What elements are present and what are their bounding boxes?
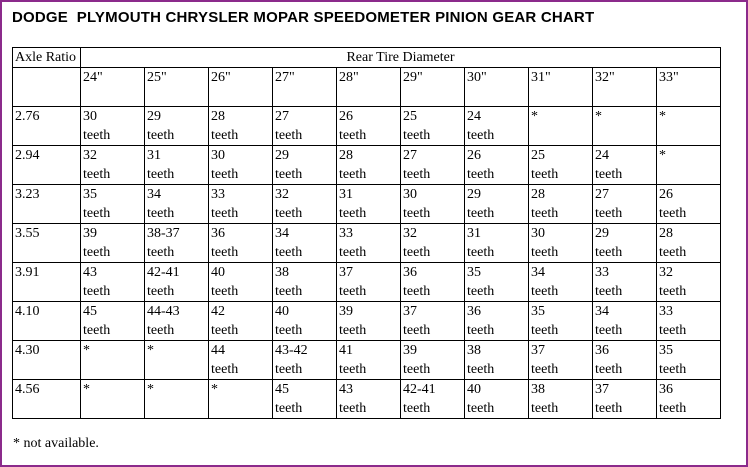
teeth-unit: teeth xyxy=(659,401,687,416)
teeth-unit: teeth xyxy=(467,323,495,338)
gear-teeth-cell xyxy=(81,380,145,419)
blank-corner-cell xyxy=(13,68,81,107)
teeth-count: 36 xyxy=(595,343,609,358)
teeth-unit: teeth xyxy=(595,284,623,299)
gear-teeth-cell xyxy=(145,341,209,380)
teeth-count: 40 xyxy=(211,265,225,280)
teeth-count: 29 xyxy=(595,226,609,241)
teeth-count: 27 xyxy=(595,187,609,202)
teeth-unit: teeth xyxy=(467,206,495,221)
table-row xyxy=(13,224,721,263)
teeth-count: 38 xyxy=(275,265,289,280)
teeth-count: 34 xyxy=(595,304,609,319)
teeth-count: 26 xyxy=(467,148,481,163)
teeth-count: 29 xyxy=(275,148,289,163)
teeth-count: * xyxy=(147,343,154,358)
gear-teeth-cell xyxy=(145,263,209,302)
gear-teeth-cell xyxy=(401,341,465,380)
teeth-count: 36 xyxy=(467,304,481,319)
gear-teeth-cell xyxy=(465,302,529,341)
gear-teeth-cell xyxy=(657,380,721,419)
teeth-unit: teeth xyxy=(211,245,239,260)
table-row xyxy=(13,107,721,146)
tire-size-header: 31" xyxy=(529,68,593,107)
teeth-unit: teeth xyxy=(275,323,303,338)
tire-size-header: 30" xyxy=(465,68,529,107)
gear-teeth-cell xyxy=(209,146,273,185)
gear-teeth-cell xyxy=(401,146,465,185)
teeth-count: 33 xyxy=(659,304,673,319)
teeth-unit: teeth xyxy=(403,284,431,299)
teeth-unit: teeth xyxy=(147,206,175,221)
teeth-count: 33 xyxy=(211,187,225,202)
teeth-unit: teeth xyxy=(659,206,687,221)
teeth-count: 35 xyxy=(659,343,673,358)
teeth-count: 26 xyxy=(339,109,353,124)
teeth-count: 34 xyxy=(275,226,289,241)
teeth-unit: teeth xyxy=(83,323,111,338)
teeth-unit: teeth xyxy=(275,284,303,299)
teeth-unit: teeth xyxy=(339,167,367,182)
teeth-unit: teeth xyxy=(467,128,495,143)
teeth-unit: teeth xyxy=(211,284,239,299)
gear-teeth-cell xyxy=(465,224,529,263)
teeth-count: 40 xyxy=(275,304,289,319)
teeth-count: 26 xyxy=(659,187,673,202)
teeth-count: 35 xyxy=(83,187,97,202)
teeth-unit: teeth xyxy=(147,245,175,260)
teeth-count: 36 xyxy=(403,265,417,280)
teeth-count: 31 xyxy=(339,187,353,202)
teeth-count: 37 xyxy=(531,343,545,358)
teeth-count: * xyxy=(147,382,154,397)
table-row xyxy=(13,341,721,380)
gear-teeth-cell xyxy=(145,185,209,224)
teeth-unit: teeth xyxy=(595,323,623,338)
teeth-count: 35 xyxy=(531,304,545,319)
teeth-count: 42 xyxy=(211,304,225,319)
gear-teeth-cell xyxy=(657,263,721,302)
teeth-count: 42-41 xyxy=(147,265,180,280)
teeth-count: 30 xyxy=(531,226,545,241)
teeth-unit: teeth xyxy=(83,206,111,221)
teeth-unit: teeth xyxy=(659,284,687,299)
teeth-count: 29 xyxy=(467,187,481,202)
gear-teeth-cell xyxy=(145,380,209,419)
teeth-unit: teeth xyxy=(403,206,431,221)
gear-teeth-cell xyxy=(81,263,145,302)
teeth-unit: teeth xyxy=(211,362,239,377)
teeth-unit: teeth xyxy=(339,362,367,377)
gear-teeth-cell xyxy=(593,302,657,341)
teeth-unit: teeth xyxy=(595,362,623,377)
tire-size-header: 26" xyxy=(209,68,273,107)
gear-teeth-cell xyxy=(145,146,209,185)
rear-tire-diameter-header: Rear Tire Diameter xyxy=(81,48,721,68)
teeth-count: 38 xyxy=(531,382,545,397)
tire-size-header: 28" xyxy=(337,68,401,107)
gear-teeth-cell xyxy=(529,185,593,224)
teeth-count: 45 xyxy=(275,382,289,397)
teeth-count: * xyxy=(659,109,666,124)
axle-ratio-cell: 2.76 xyxy=(13,107,81,146)
teeth-unit: teeth xyxy=(467,245,495,260)
gear-teeth-cell xyxy=(529,341,593,380)
teeth-count: 28 xyxy=(659,226,673,241)
gear-teeth-cell xyxy=(337,302,401,341)
table-row xyxy=(13,146,721,185)
teeth-unit: teeth xyxy=(211,323,239,338)
teeth-unit: teeth xyxy=(659,245,687,260)
teeth-count: * xyxy=(83,343,90,358)
teeth-count: 25 xyxy=(403,109,417,124)
table-row xyxy=(13,185,721,224)
teeth-count: 25 xyxy=(531,148,545,163)
gear-teeth-cell xyxy=(465,380,529,419)
teeth-count: * xyxy=(83,382,90,397)
gear-teeth-cell xyxy=(593,224,657,263)
teeth-count: 38-37 xyxy=(147,226,180,241)
teeth-count: 32 xyxy=(659,265,673,280)
teeth-unit: teeth xyxy=(403,323,431,338)
teeth-count: 31 xyxy=(147,148,161,163)
pinion-gear-table xyxy=(12,47,721,419)
tire-size-header: 32" xyxy=(593,68,657,107)
axle-ratio-cell: 2.94 xyxy=(13,146,81,185)
teeth-count: 36 xyxy=(659,382,673,397)
teeth-unit: teeth xyxy=(467,167,495,182)
teeth-count: 31 xyxy=(467,226,481,241)
tire-size-header: 33" xyxy=(657,68,721,107)
teeth-count: 40 xyxy=(467,382,481,397)
teeth-unit: teeth xyxy=(531,323,559,338)
teeth-unit: teeth xyxy=(595,245,623,260)
teeth-count: 42-41 xyxy=(403,382,436,397)
tire-size-header: 25" xyxy=(145,68,209,107)
teeth-count: 24 xyxy=(595,148,609,163)
gear-teeth-cell xyxy=(465,107,529,146)
teeth-count: * xyxy=(211,382,218,397)
teeth-unit: teeth xyxy=(659,362,687,377)
gear-teeth-cell xyxy=(593,263,657,302)
teeth-unit: teeth xyxy=(83,284,111,299)
axle-ratio-cell: 3.23 xyxy=(13,185,81,224)
gear-teeth-cell xyxy=(81,341,145,380)
teeth-count: 34 xyxy=(531,265,545,280)
teeth-count: 34 xyxy=(147,187,161,202)
teeth-count: 39 xyxy=(403,343,417,358)
teeth-unit: teeth xyxy=(275,362,303,377)
axle-ratio-cell: 3.55 xyxy=(13,224,81,263)
teeth-count: 38 xyxy=(467,343,481,358)
gear-teeth-cell xyxy=(657,185,721,224)
gear-teeth-cell xyxy=(81,146,145,185)
table-row xyxy=(13,302,721,341)
teeth-unit: teeth xyxy=(211,167,239,182)
teeth-count: 43 xyxy=(83,265,97,280)
teeth-count: 35 xyxy=(467,265,481,280)
teeth-count: 28 xyxy=(211,109,225,124)
teeth-unit: teeth xyxy=(467,401,495,416)
gear-teeth-cell xyxy=(145,107,209,146)
axle-ratio-cell: 3.91 xyxy=(13,263,81,302)
gear-teeth-cell xyxy=(529,380,593,419)
gear-teeth-cell xyxy=(273,341,337,380)
gear-teeth-cell xyxy=(337,380,401,419)
teeth-unit: teeth xyxy=(275,245,303,260)
gear-teeth-cell xyxy=(145,224,209,263)
tire-size-row xyxy=(13,68,721,107)
teeth-count: 30 xyxy=(211,148,225,163)
teeth-count: 24 xyxy=(467,109,481,124)
teeth-unit: teeth xyxy=(339,206,367,221)
gear-teeth-cell xyxy=(209,224,273,263)
gear-teeth-cell xyxy=(401,224,465,263)
teeth-unit: teeth xyxy=(211,206,239,221)
teeth-count: 37 xyxy=(595,382,609,397)
table-row xyxy=(13,380,721,419)
teeth-unit: teeth xyxy=(531,401,559,416)
teeth-unit: teeth xyxy=(147,323,175,338)
gear-teeth-cell xyxy=(209,302,273,341)
teeth-unit: teeth xyxy=(339,284,367,299)
gear-teeth-cell xyxy=(657,146,721,185)
teeth-count: 32 xyxy=(403,226,417,241)
teeth-count: 41 xyxy=(339,343,353,358)
teeth-count: 27 xyxy=(403,148,417,163)
gear-teeth-cell xyxy=(337,185,401,224)
gear-teeth-cell xyxy=(465,263,529,302)
gear-teeth-cell xyxy=(209,107,273,146)
teeth-unit: teeth xyxy=(147,128,175,143)
footnote: * not available. xyxy=(13,436,99,451)
gear-teeth-cell xyxy=(273,380,337,419)
teeth-count: 44 xyxy=(211,343,225,358)
teeth-unit: teeth xyxy=(339,323,367,338)
teeth-unit: teeth xyxy=(403,167,431,182)
axle-ratio-cell: 4.30 xyxy=(13,341,81,380)
axle-ratio-cell: 4.10 xyxy=(13,302,81,341)
teeth-unit: teeth xyxy=(531,284,559,299)
teeth-count: 29 xyxy=(147,109,161,124)
gear-teeth-cell xyxy=(273,107,337,146)
gear-teeth-cell xyxy=(337,224,401,263)
teeth-count: 28 xyxy=(531,187,545,202)
teeth-unit: teeth xyxy=(275,167,303,182)
gear-teeth-cell xyxy=(273,263,337,302)
gear-teeth-cell xyxy=(401,380,465,419)
teeth-count: 37 xyxy=(339,265,353,280)
gear-teeth-cell xyxy=(209,263,273,302)
gear-teeth-cell xyxy=(593,146,657,185)
teeth-unit: teeth xyxy=(339,401,367,416)
teeth-unit: teeth xyxy=(403,401,431,416)
gear-teeth-cell xyxy=(593,380,657,419)
gear-teeth-cell xyxy=(337,107,401,146)
gear-teeth-cell xyxy=(401,263,465,302)
teeth-count: * xyxy=(659,148,666,163)
gear-teeth-cell xyxy=(209,380,273,419)
teeth-unit: teeth xyxy=(531,206,559,221)
teeth-count: 43-42 xyxy=(275,343,308,358)
teeth-count: 28 xyxy=(339,148,353,163)
gear-teeth-cell xyxy=(81,107,145,146)
tire-size-header: 29" xyxy=(401,68,465,107)
gear-teeth-cell xyxy=(401,185,465,224)
teeth-count: 36 xyxy=(211,226,225,241)
teeth-unit: teeth xyxy=(211,128,239,143)
gear-teeth-cell xyxy=(273,302,337,341)
teeth-count: 27 xyxy=(275,109,289,124)
teeth-count: 32 xyxy=(275,187,289,202)
teeth-count: 33 xyxy=(595,265,609,280)
tire-size-header: 24" xyxy=(81,68,145,107)
teeth-unit: teeth xyxy=(403,128,431,143)
teeth-unit: teeth xyxy=(339,245,367,260)
axle-ratio-cell: 4.56 xyxy=(13,380,81,419)
gear-teeth-cell xyxy=(81,224,145,263)
header-row xyxy=(13,48,721,68)
teeth-unit: teeth xyxy=(467,284,495,299)
gear-teeth-cell xyxy=(529,107,593,146)
gear-teeth-cell xyxy=(337,146,401,185)
gear-teeth-cell xyxy=(465,341,529,380)
teeth-unit: teeth xyxy=(595,206,623,221)
gear-teeth-cell xyxy=(465,185,529,224)
teeth-unit: teeth xyxy=(531,245,559,260)
teeth-unit: teeth xyxy=(275,128,303,143)
teeth-count: 44-43 xyxy=(147,304,180,319)
gear-teeth-cell xyxy=(529,146,593,185)
gear-teeth-cell xyxy=(465,146,529,185)
table-row xyxy=(13,263,721,302)
gear-teeth-cell xyxy=(593,185,657,224)
teeth-count: * xyxy=(595,109,602,124)
gear-teeth-cell xyxy=(337,341,401,380)
teeth-count: 43 xyxy=(339,382,353,397)
teeth-count: * xyxy=(531,109,538,124)
teeth-unit: teeth xyxy=(83,167,111,182)
gear-teeth-cell xyxy=(81,302,145,341)
gear-teeth-cell xyxy=(593,341,657,380)
gear-teeth-cell xyxy=(657,107,721,146)
gear-teeth-cell xyxy=(209,341,273,380)
teeth-unit: teeth xyxy=(403,362,431,377)
teeth-unit: teeth xyxy=(339,128,367,143)
gear-teeth-cell xyxy=(145,302,209,341)
gear-teeth-cell xyxy=(273,185,337,224)
gear-teeth-cell xyxy=(657,224,721,263)
gear-teeth-cell xyxy=(337,263,401,302)
gear-teeth-cell xyxy=(273,146,337,185)
teeth-count: 39 xyxy=(83,226,97,241)
teeth-unit: teeth xyxy=(595,167,623,182)
teeth-count: 37 xyxy=(403,304,417,319)
teeth-count: 33 xyxy=(339,226,353,241)
teeth-unit: teeth xyxy=(403,245,431,260)
page-title: DODGE PLYMOUTH CHRYSLER MOPAR SPEEDOMETER PINION GEAR CHART xyxy=(12,9,595,26)
teeth-unit: teeth xyxy=(83,245,111,260)
gear-teeth-cell xyxy=(209,185,273,224)
teeth-unit: teeth xyxy=(147,167,175,182)
teeth-count: 32 xyxy=(83,148,97,163)
teeth-count: 39 xyxy=(339,304,353,319)
teeth-count: 30 xyxy=(403,187,417,202)
gear-teeth-cell xyxy=(529,263,593,302)
teeth-unit: teeth xyxy=(147,284,175,299)
gear-teeth-cell xyxy=(401,107,465,146)
gear-teeth-cell xyxy=(81,185,145,224)
gear-teeth-cell xyxy=(529,302,593,341)
gear-teeth-cell xyxy=(529,224,593,263)
gear-teeth-cell xyxy=(657,341,721,380)
gear-teeth-cell xyxy=(401,302,465,341)
gear-teeth-cell xyxy=(273,224,337,263)
gear-teeth-cell xyxy=(657,302,721,341)
teeth-unit: teeth xyxy=(659,323,687,338)
teeth-count: 30 xyxy=(83,109,97,124)
teeth-unit: teeth xyxy=(531,362,559,377)
teeth-count: 45 xyxy=(83,304,97,319)
axle-ratio-header: Axle Ratio xyxy=(13,48,81,68)
teeth-unit: teeth xyxy=(531,167,559,182)
teeth-unit: teeth xyxy=(275,206,303,221)
teeth-unit: teeth xyxy=(467,362,495,377)
tire-size-header: 27" xyxy=(273,68,337,107)
teeth-unit: teeth xyxy=(275,401,303,416)
teeth-unit: teeth xyxy=(83,128,111,143)
teeth-unit: teeth xyxy=(595,401,623,416)
gear-teeth-cell xyxy=(593,107,657,146)
